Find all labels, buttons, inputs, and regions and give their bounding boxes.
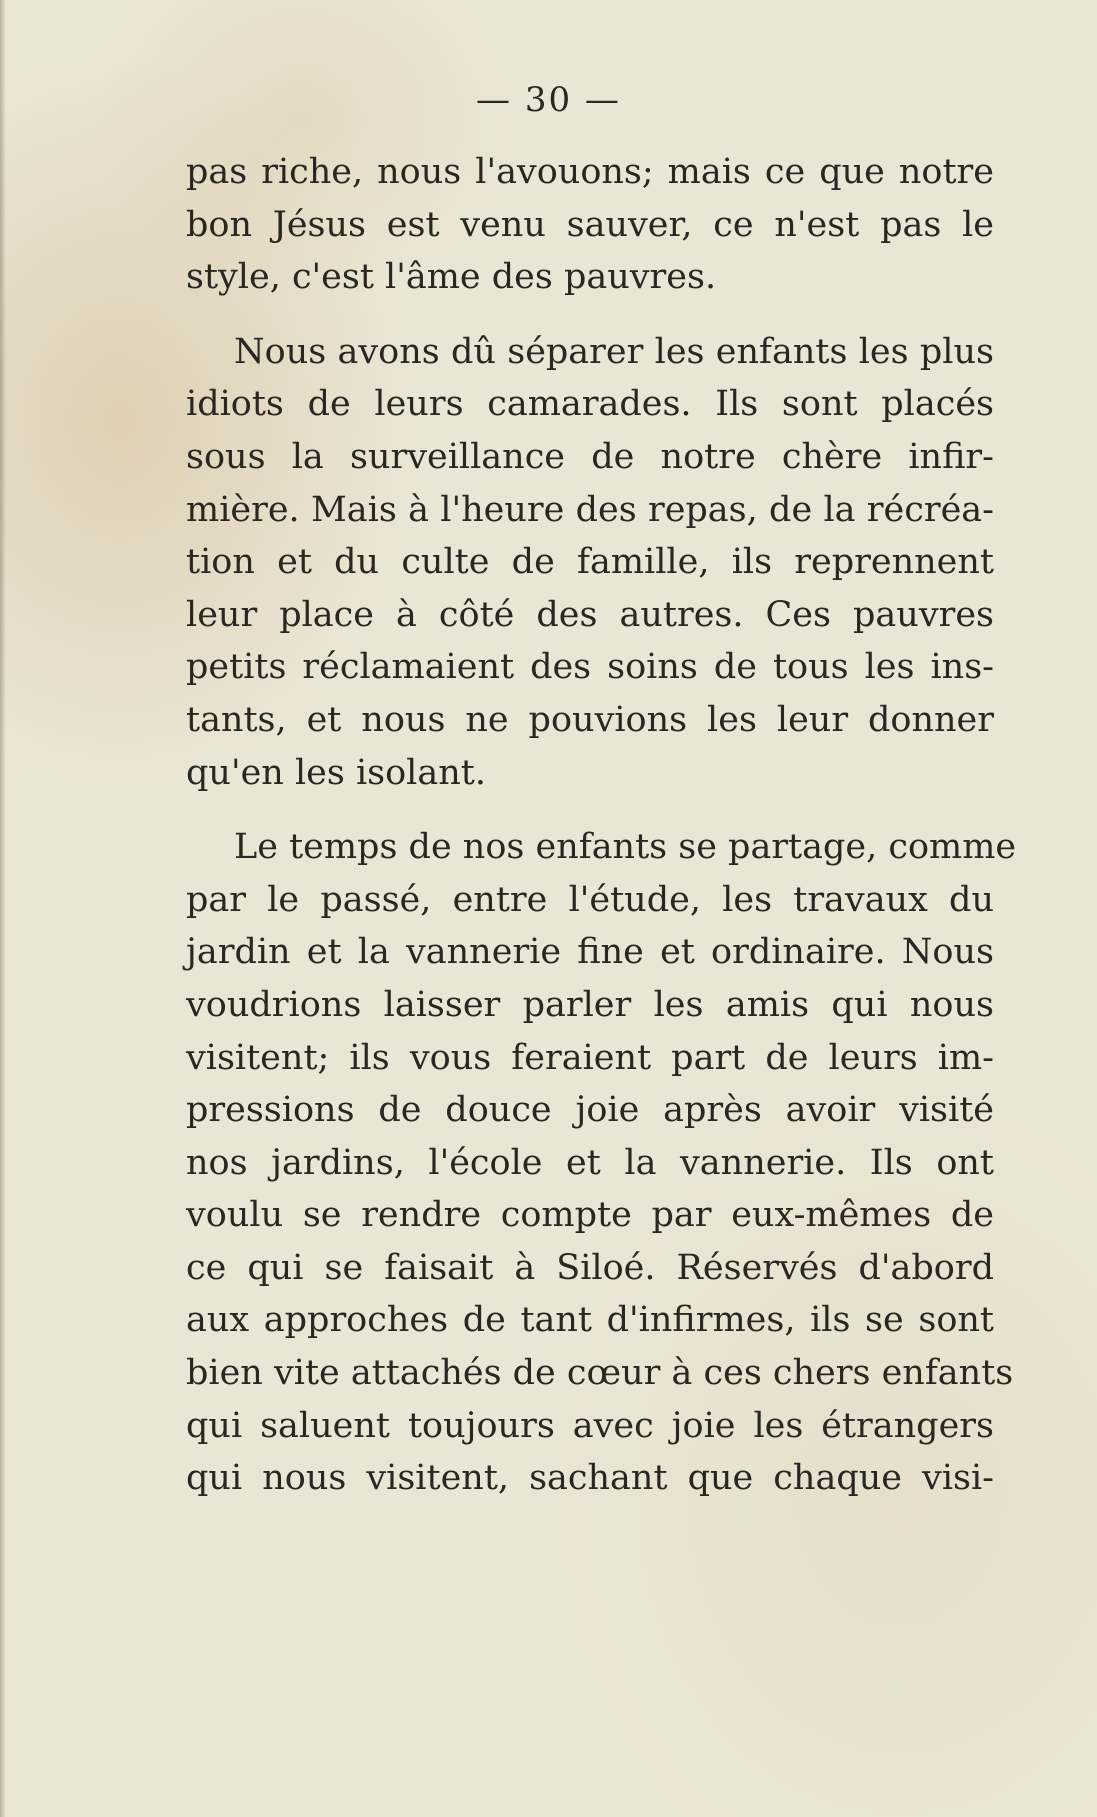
text-line: nos jardins, l'école et la vannerie. Ils ont (186, 1142, 994, 1183)
text-line: tants, et nous ne pouvions les leur donner (186, 699, 994, 740)
text-line: tion et du culte de famille, ils reprennent (186, 542, 994, 583)
text-line: bon Jésus est venu sauver, ce n'est pas le (186, 204, 994, 245)
text-line: pas riche, nous l'avouons; mais ce que notre (186, 152, 994, 192)
text-line: qui nous visitent, sachant que chaque visi- (186, 1458, 994, 1499)
paragraph (186, 821, 1017, 1505)
text-line: idiots de leurs camarades. Ils sont placés (186, 384, 994, 425)
text-line: qui saluent toujours avec joie les étrangers (186, 1405, 994, 1446)
paragraph-spacer (186, 304, 994, 326)
text-line: qu'en les isolant. (186, 752, 486, 793)
page-number: — 30 — (476, 80, 621, 120)
text-line: leur place à côté des autres. Ces pauvres (186, 594, 994, 635)
body-text (186, 146, 1017, 1505)
text-line: jardin et la vannerie fine et ordinaire. Nous (186, 932, 994, 973)
text-line: par le passé, entre l'étude, les travaux du (186, 879, 994, 920)
text-line: aux approches de tant d'infirmes, ils se sont (186, 1300, 994, 1341)
text-line: Le temps de nos enfants se partage, comme (234, 827, 1017, 868)
text-line: bien vite attachés de cœur à ces chers enfants (186, 1353, 1014, 1394)
paragraph (186, 146, 994, 304)
page-edge-shadow (0, 0, 6, 1817)
text-line: voudrions laisser parler les amis qui nous (186, 984, 994, 1025)
text-line: ce qui se faisait à Siloé. Réservés d'abord (186, 1247, 994, 1288)
text-line: pressions de douce joie après avoir visité (186, 1090, 994, 1131)
text-line: visitent; ils vous feraient part de leurs im- (186, 1037, 994, 1078)
text-line: voulu se rendre compte par eux-mêmes de (186, 1195, 994, 1236)
text-line: mière. Mais à l'heure des repas, de la récréa- (186, 489, 994, 530)
paragraph-spacer (186, 799, 994, 821)
text-line: petits réclamaient des soins de tous les ins- (186, 647, 994, 688)
text-line: style, c'est l'âme des pauvres. (186, 257, 717, 298)
text-line: Nous avons dû séparer les enfants les plus (234, 331, 994, 372)
paragraph (186, 326, 994, 799)
text-line: sous la surveillance de notre chère infir- (186, 436, 994, 477)
